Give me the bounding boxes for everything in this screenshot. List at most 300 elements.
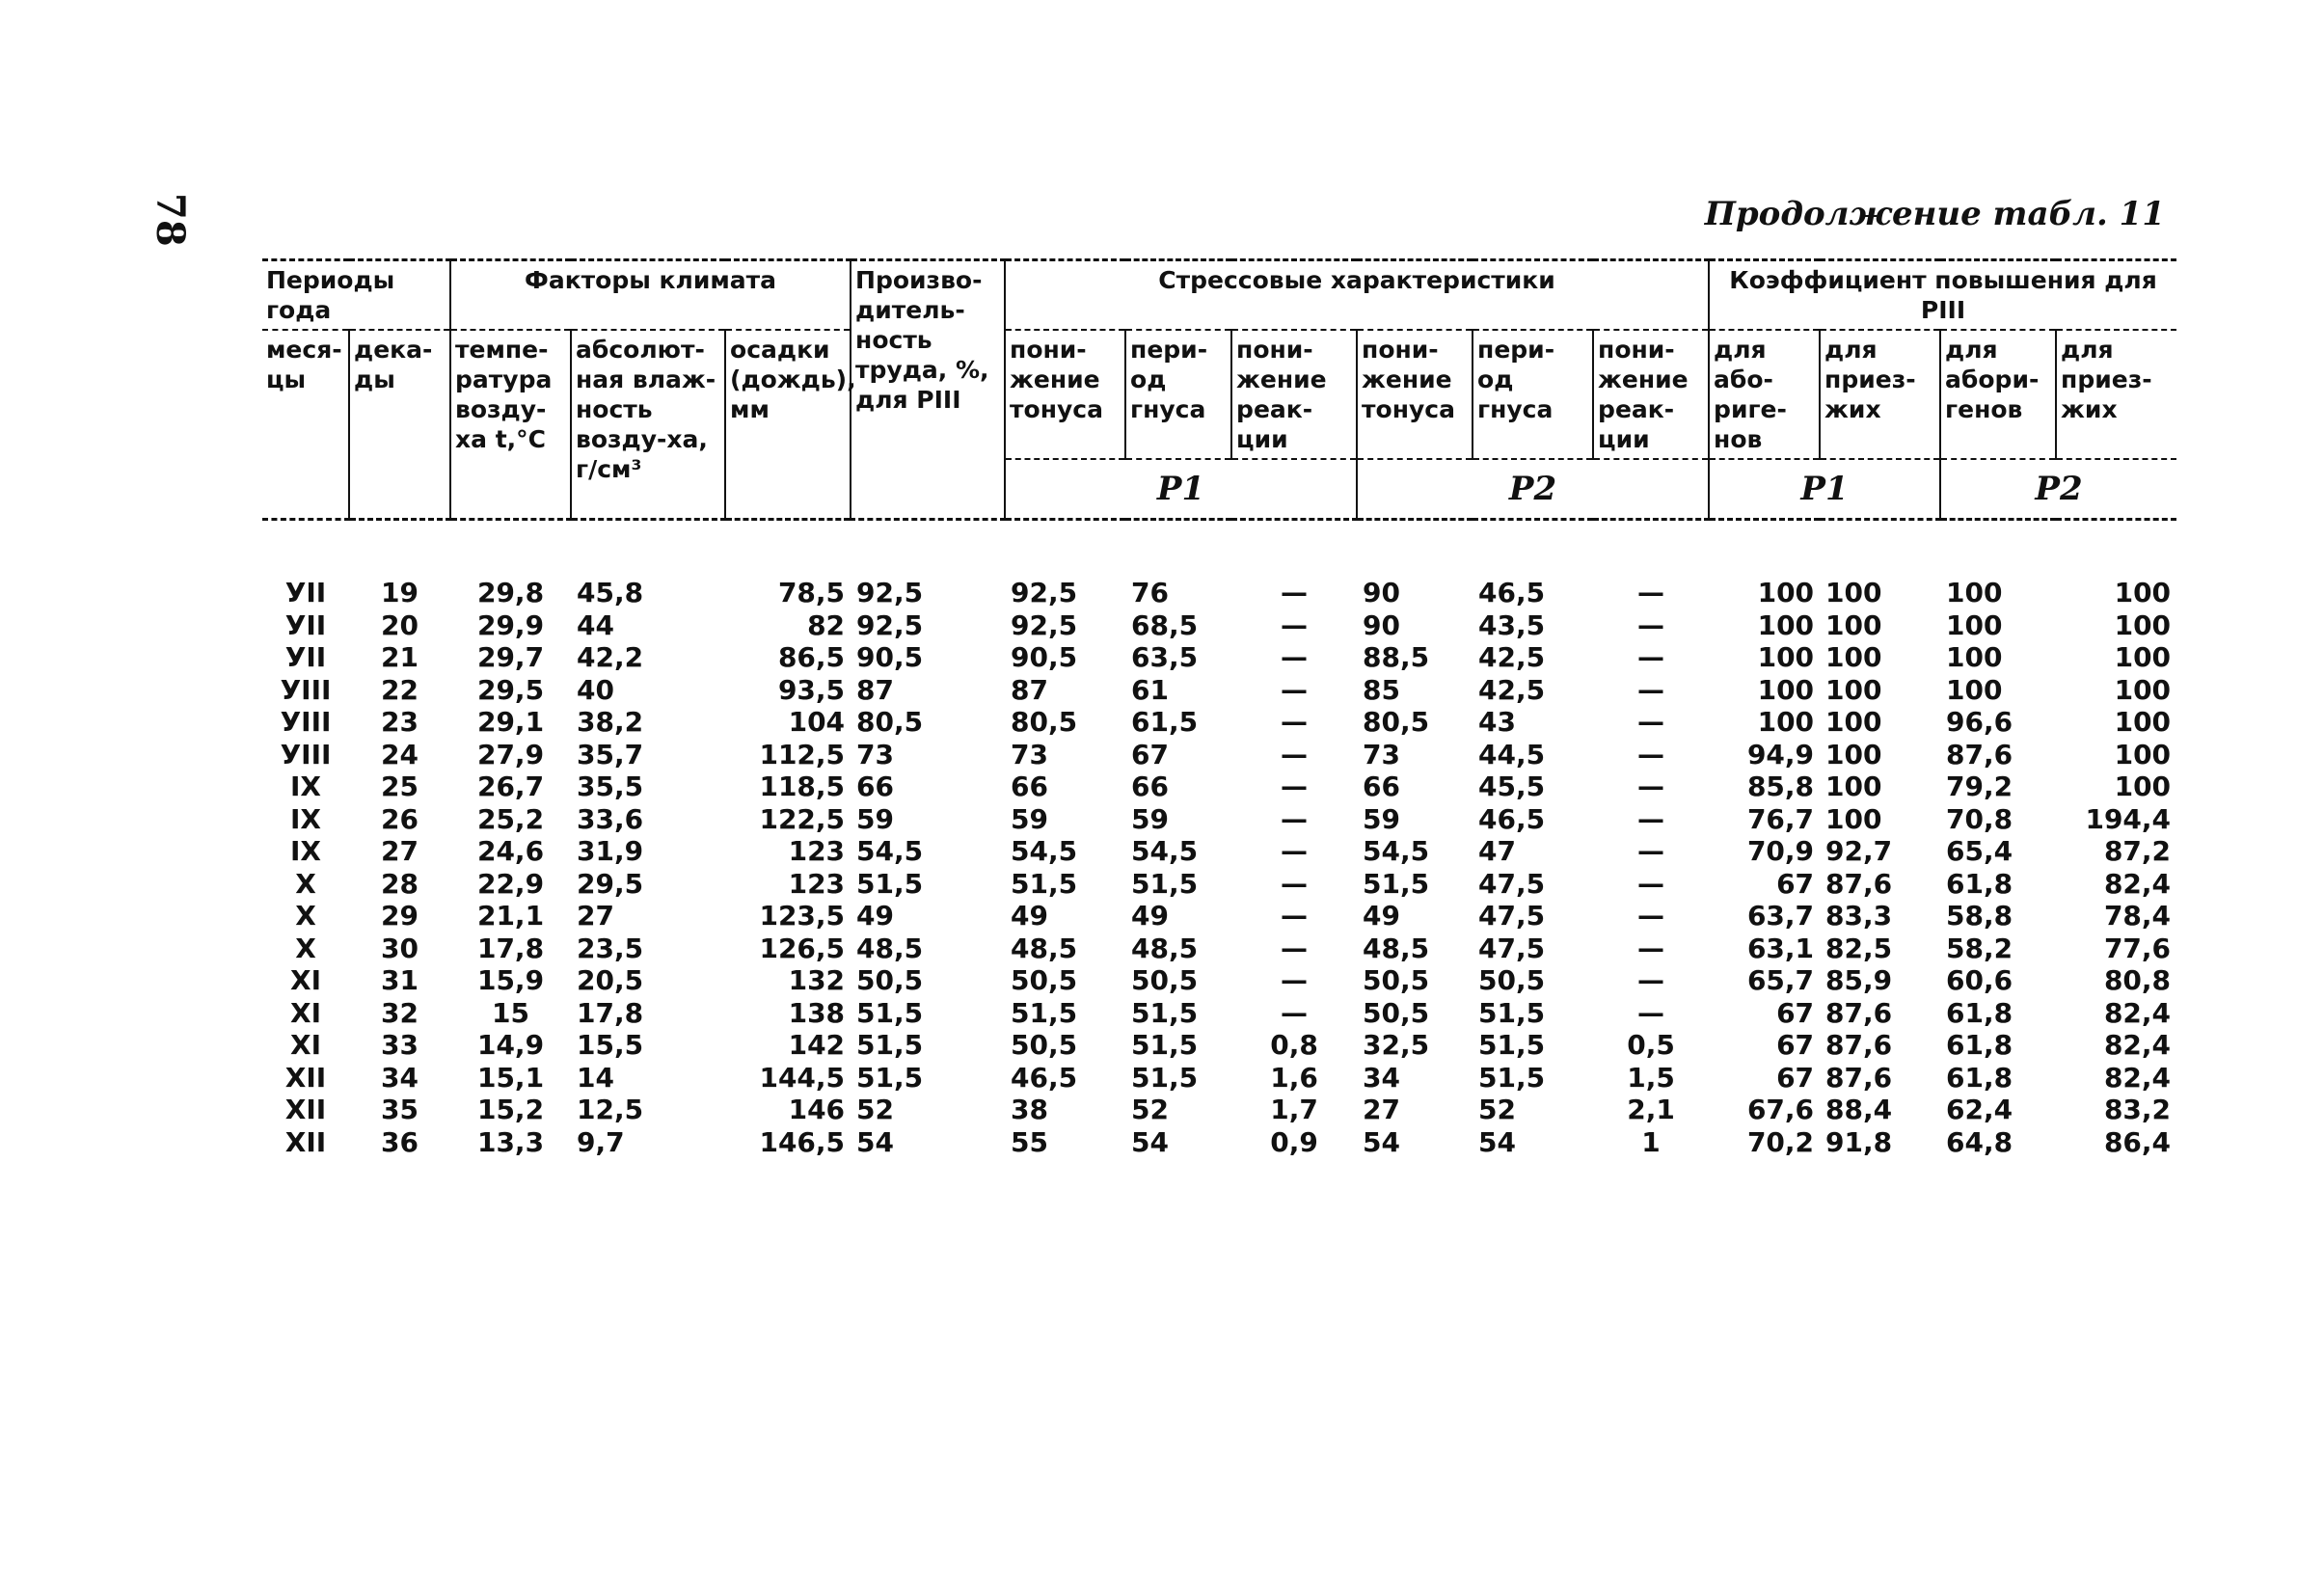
table-cell: — <box>1637 802 1665 835</box>
table-row <box>262 641 2176 674</box>
table-cell: 51,5 <box>1363 867 1430 900</box>
table-cell: УIII <box>280 673 332 706</box>
tone-decrease-header-2: пони-жение тонуса <box>1357 330 1473 459</box>
table-cell: 100 <box>1757 673 1815 706</box>
table-cell: 100 <box>1757 608 1815 641</box>
table-cell: 20 <box>381 608 419 641</box>
table-cell: 50,5 <box>1011 1029 1078 1061</box>
table-cell: 0,5 <box>1627 1029 1675 1061</box>
table-cell: 51,5 <box>856 867 924 900</box>
table-cell: — <box>1281 641 1309 673</box>
table-cell: 28 <box>381 867 419 900</box>
table-cell: 29,8 <box>476 577 545 608</box>
table-cell: 73 <box>1011 738 1049 770</box>
table-cell: 82,4 <box>2103 867 2172 900</box>
table-cell: 85 <box>1363 673 1401 706</box>
table-cell: 54,5 <box>1363 835 1430 867</box>
productivity-header: Произво-дитель-ность труда, %, для PIII <box>851 260 1005 520</box>
table-cell: IX <box>289 770 321 802</box>
table-cell: — <box>1281 770 1309 802</box>
table-cell: 17,8 <box>476 932 545 964</box>
table-cell: 80,5 <box>1011 706 1078 738</box>
table-cell: 126,5 <box>759 932 846 964</box>
table-cell: 87,6 <box>1946 738 2013 770</box>
table-cell: 87 <box>1011 673 1049 706</box>
table-row <box>262 803 2176 836</box>
table-cell: 40 <box>577 673 614 706</box>
table-cell: 51,5 <box>1478 1061 1546 1094</box>
table-cell: 70,2 <box>1746 1125 1815 1158</box>
table-cell: 54 <box>1363 1125 1401 1158</box>
table-cell: IX <box>289 802 321 835</box>
table-row <box>262 1126 2176 1159</box>
table-cell: — <box>1637 867 1665 900</box>
table-cell: — <box>1637 673 1665 706</box>
table-cell: 49 <box>1131 900 1170 932</box>
table-row <box>262 739 2176 771</box>
table-cell: 73 <box>856 738 895 770</box>
table-cell: 67 <box>1776 1061 1815 1094</box>
table-cell: — <box>1281 835 1309 867</box>
table-cell: 52 <box>856 1094 895 1125</box>
table-cell: 87 <box>856 673 895 706</box>
table-cell: 82 <box>807 608 846 641</box>
table-cell: 31,9 <box>577 835 644 867</box>
table-cell: 43 <box>1478 706 1517 738</box>
table-cell: 86,5 <box>777 641 846 673</box>
table-cell: 33 <box>381 1029 419 1061</box>
table-cell: 88,4 <box>1825 1094 1893 1125</box>
table-cell: 51,5 <box>1011 996 1078 1029</box>
table-cell: 54,5 <box>1011 835 1078 867</box>
table-cell: 66 <box>856 770 895 802</box>
table-row <box>262 770 2176 803</box>
table-cell: 70,9 <box>1746 835 1815 867</box>
table-cell: 100 <box>2114 608 2172 641</box>
table-cell: 77,6 <box>2103 932 2172 964</box>
table-cell: 59 <box>856 802 895 835</box>
table-cell: 100 <box>2114 738 2172 770</box>
table-cell: 29,5 <box>476 673 545 706</box>
table-cell: 43,5 <box>1478 608 1546 641</box>
table-cell: 27,9 <box>476 738 545 770</box>
table-cell: — <box>1281 738 1309 770</box>
table-cell: 112,5 <box>759 738 846 770</box>
table-cell: 51,5 <box>1131 1061 1199 1094</box>
p2-coef-label: P2 <box>1940 459 2176 520</box>
table-cell: 51,5 <box>1011 867 1078 900</box>
table-row <box>262 706 2176 739</box>
table-cell: 27 <box>577 900 614 932</box>
table-cell: 26,7 <box>476 770 545 802</box>
table-cell: 35,7 <box>577 738 644 770</box>
table-cell: 1,7 <box>1270 1094 1318 1125</box>
table-cell: 49 <box>1363 900 1401 932</box>
table-cell: 67 <box>1776 1029 1815 1061</box>
newcomers-header-1: для приез-жих <box>1820 330 1940 459</box>
table-cell: 78,5 <box>777 577 846 608</box>
table-cell: X <box>295 867 316 900</box>
table-cell: 19 <box>381 577 419 608</box>
table-cell: XI <box>289 996 321 1029</box>
table-cell: XII <box>284 1094 327 1125</box>
table-cell: 94,9 <box>1746 738 1815 770</box>
table-cell: УII <box>284 608 327 641</box>
table-row <box>262 964 2176 997</box>
table-cell: 22 <box>381 673 419 706</box>
table-cell: 100 <box>1825 673 1882 706</box>
table-cell: 32 <box>381 996 419 1029</box>
table-cell: 100 <box>1825 608 1882 641</box>
table-cell: 25,2 <box>476 802 545 835</box>
decades-header: дека-ды <box>349 330 450 520</box>
table-cell: 29,5 <box>577 867 644 900</box>
table-cell: 78,4 <box>2103 900 2172 932</box>
table-cell: 15,5 <box>577 1029 644 1061</box>
table-cell: 50,5 <box>1131 964 1199 996</box>
table-cell: 59 <box>1011 802 1049 835</box>
table-row <box>262 900 2176 933</box>
table-cell: — <box>1637 738 1665 770</box>
table-cell: 47,5 <box>1478 900 1546 932</box>
table-cell: 51,5 <box>1478 1029 1546 1061</box>
table-cell: 68,5 <box>1131 608 1199 641</box>
table-cell: 91,8 <box>1825 1125 1893 1158</box>
table-cell: УII <box>284 577 327 608</box>
table-cell: 80,5 <box>1363 706 1430 738</box>
table-cell: 100 <box>1825 706 1882 738</box>
table-row <box>262 674 2176 707</box>
table-cell: — <box>1637 932 1665 964</box>
table-cell: 123,5 <box>759 900 846 932</box>
table-cell: 100 <box>1946 577 2003 608</box>
table-cell: 51,5 <box>856 996 924 1029</box>
table-cell: 104 <box>788 706 846 738</box>
table-cell: 85,9 <box>1825 964 1893 996</box>
table-cell: 65,7 <box>1746 964 1815 996</box>
table-cell: 138 <box>788 996 846 1029</box>
reaction-decrease-header-2: пони-жение реак-ции <box>1593 330 1709 459</box>
table-cell: 1 <box>1641 1125 1661 1158</box>
table-cell: 15,2 <box>476 1094 545 1125</box>
table-cell: 100 <box>2114 673 2172 706</box>
table-cell: 61,5 <box>1131 706 1199 738</box>
temperature-header: темпе-ратура возду-ха t,°C <box>450 330 571 520</box>
table-cell: 51,5 <box>1131 996 1199 1029</box>
table-cell: — <box>1637 996 1665 1029</box>
table-cell: 42,2 <box>577 641 644 673</box>
table-cell: 44 <box>577 608 614 641</box>
table-cell: 51,5 <box>856 1029 924 1061</box>
table-cell: 52 <box>1478 1094 1517 1125</box>
table-cell: 45,5 <box>1478 770 1546 802</box>
gnus-period-header-2: пери-од гнуса <box>1473 330 1593 459</box>
table-cell: 63,7 <box>1746 900 1815 932</box>
table-cell: 65,4 <box>1946 835 2013 867</box>
table-cell: 51,5 <box>1478 996 1546 1029</box>
table-cell: 61,8 <box>1946 996 2013 1029</box>
table-cell: 48,5 <box>1131 932 1199 964</box>
table-cell: 59 <box>1131 802 1170 835</box>
table-cell: 54 <box>1478 1125 1517 1158</box>
table-cell: 100 <box>1946 608 2003 641</box>
table-row <box>262 868 2176 901</box>
table-cell: 42,5 <box>1478 673 1546 706</box>
table-cell: 90 <box>1363 608 1401 641</box>
table-cell: 26 <box>381 802 419 835</box>
table-cell: 58,8 <box>1946 900 2013 932</box>
table-cell: 17,8 <box>577 996 644 1029</box>
table-cell: 80,5 <box>856 706 924 738</box>
table-cell: 100 <box>1757 577 1815 608</box>
table-cell: 47,5 <box>1478 867 1546 900</box>
table-cell: 50,5 <box>1011 964 1078 996</box>
table-cell: 123 <box>788 867 846 900</box>
table-cell: 35 <box>381 1094 419 1125</box>
table-cell: — <box>1281 964 1309 996</box>
table-cell: 38 <box>1011 1094 1049 1125</box>
table-cell: 61 <box>1131 673 1170 706</box>
table-cell: 54 <box>856 1125 895 1158</box>
table-cell: 100 <box>2114 577 2172 608</box>
table-cell: 15,9 <box>476 964 545 996</box>
table-cell: 66 <box>1363 770 1401 802</box>
table-cell: 118,5 <box>759 770 846 802</box>
table-cell: 33,6 <box>577 802 644 835</box>
coefficient-header: Коэффициент повышения для PIII <box>1709 260 2176 331</box>
table-cell: 146,5 <box>759 1125 846 1158</box>
table-cell: 100 <box>2114 641 2172 673</box>
table-cell: — <box>1637 835 1665 867</box>
months-header: меся-цы <box>262 330 349 520</box>
table-cell: XI <box>289 964 321 996</box>
table-cell: — <box>1281 900 1309 932</box>
periods-header: Периоды года <box>262 260 450 331</box>
table-cell: 46,5 <box>1478 577 1546 608</box>
table-cell: 46,5 <box>1478 802 1546 835</box>
humidity-header: абсолют-ная влаж-ность возду-ха, г/см³ <box>571 330 725 520</box>
table-cell: 20,5 <box>577 964 644 996</box>
table-cell: 51,5 <box>1131 867 1199 900</box>
table-cell: — <box>1281 706 1309 738</box>
table-cell: 100 <box>1946 641 2003 673</box>
table-cell: 49 <box>856 900 895 932</box>
table-cell: 86,4 <box>2103 1125 2172 1158</box>
table-cell: 82,4 <box>2103 1061 2172 1094</box>
table-cell: 67 <box>1131 738 1170 770</box>
table-cell: XII <box>284 1125 327 1158</box>
table-cell: 142 <box>788 1029 846 1061</box>
table-cell: 87,6 <box>1825 996 1893 1029</box>
table-cell: 61,8 <box>1946 1061 2013 1094</box>
table-cell: 100 <box>2114 706 2172 738</box>
table-cell: IX <box>289 835 321 867</box>
table-cell: 36 <box>381 1125 419 1158</box>
table-cell: — <box>1637 577 1665 608</box>
table-continuation-caption: Продолжение табл. 11 <box>1704 195 2165 233</box>
table-cell: 61,8 <box>1946 1029 2013 1061</box>
table-row <box>262 835 2176 868</box>
table-cell: 100 <box>1757 706 1815 738</box>
table-cell: 100 <box>1946 673 2003 706</box>
table-cell: 47,5 <box>1478 932 1546 964</box>
table-cell: 92,5 <box>856 577 924 608</box>
table-cell: 54,5 <box>856 835 924 867</box>
p1-group-label: P1 <box>1005 459 1357 520</box>
table-body <box>262 520 2176 1159</box>
table-cell: 22,9 <box>476 867 545 900</box>
table-cell: УII <box>284 641 327 673</box>
table-cell: 1,5 <box>1627 1061 1675 1094</box>
table-cell: 48,5 <box>1011 932 1078 964</box>
table-cell: 76,7 <box>1746 802 1815 835</box>
table-cell: 45,8 <box>577 577 644 608</box>
table-cell: 29,9 <box>476 608 545 641</box>
table-cell: 67 <box>1776 867 1815 900</box>
table-cell: 15,1 <box>476 1061 545 1094</box>
table-cell: 58,2 <box>1946 932 2013 964</box>
p1-coef-label: P1 <box>1709 459 1940 520</box>
table-cell: 27 <box>1363 1094 1401 1125</box>
table-row <box>262 609 2176 642</box>
table-cell: 82,4 <box>2103 996 2172 1029</box>
table-cell: — <box>1281 802 1309 835</box>
table-cell: 13,3 <box>476 1125 545 1158</box>
table-cell: 66 <box>1131 770 1170 802</box>
table-cell: 38,2 <box>577 706 644 738</box>
table-cell: 47 <box>1478 835 1517 867</box>
table-cell: 50,5 <box>1363 996 1430 1029</box>
table-cell: 2,1 <box>1627 1094 1675 1125</box>
page-number: 78 <box>148 193 193 247</box>
table-cell: 79,2 <box>1946 770 2013 802</box>
table-cell: 24 <box>381 738 419 770</box>
table-cell: 146 <box>788 1094 846 1125</box>
table-cell: 83,3 <box>1825 900 1893 932</box>
table-cell: 60,6 <box>1946 964 2013 996</box>
table-cell: 87,6 <box>1825 1061 1893 1094</box>
table-cell: 46,5 <box>1011 1061 1078 1094</box>
table-cell: 88,5 <box>1363 641 1430 673</box>
table-cell: 35,5 <box>577 770 644 802</box>
table-cell: 31 <box>381 964 419 996</box>
gnus-period-header-1: пери-од гнуса <box>1125 330 1231 459</box>
table-cell: 32,5 <box>1363 1029 1430 1061</box>
table-cell: — <box>1637 706 1665 738</box>
table-cell: 14,9 <box>476 1029 545 1061</box>
reaction-decrease-header-1: пони-жение реак-ции <box>1231 330 1357 459</box>
table-cell: — <box>1281 608 1309 641</box>
table-row <box>262 1094 2176 1126</box>
table-row <box>262 1029 2176 1062</box>
table-cell: 92,5 <box>856 608 924 641</box>
table-cell: 87,6 <box>1825 1029 1893 1061</box>
table-cell: 80,8 <box>2103 964 2172 996</box>
table-cell: 73 <box>1363 738 1401 770</box>
table-cell: 67 <box>1776 996 1815 1029</box>
table-cell: — <box>1281 577 1309 608</box>
table-row <box>262 1062 2176 1095</box>
table-cell: 44,5 <box>1478 738 1546 770</box>
table-cell: 82,4 <box>2103 1029 2172 1061</box>
table-cell: X <box>295 932 316 964</box>
table-cell: — <box>1281 996 1309 1029</box>
table-cell: 123 <box>788 835 846 867</box>
table-cell: 24,6 <box>476 835 545 867</box>
stress-characteristics-header: Стрессовые характеристики <box>1005 260 1709 331</box>
table-cell: 51,5 <box>1131 1029 1199 1061</box>
table-cell: 85,8 <box>1746 770 1815 802</box>
table-cell: 12,5 <box>577 1094 644 1125</box>
table-cell: XI <box>289 1029 321 1061</box>
table-cell: 21,1 <box>476 900 545 932</box>
table-cell: 52 <box>1131 1094 1170 1125</box>
table-cell: 0,8 <box>1270 1029 1318 1061</box>
table-cell: УIII <box>280 738 332 770</box>
table-cell: 96,6 <box>1946 706 2013 738</box>
p2-group-label: P2 <box>1357 459 1709 520</box>
table-cell: УIII <box>280 706 332 738</box>
table-cell: 50,5 <box>1478 964 1546 996</box>
table-cell: 100 <box>2114 770 2172 802</box>
table-cell: 0,9 <box>1270 1125 1318 1158</box>
table-cell: — <box>1637 608 1665 641</box>
table-cell: 29,1 <box>476 706 545 738</box>
table-cell: 67,6 <box>1746 1094 1815 1125</box>
table-cell: 194,4 <box>2085 802 2172 835</box>
table-cell: 9,7 <box>577 1125 625 1158</box>
table-cell: X <box>295 900 316 932</box>
table-cell: 92,5 <box>1011 577 1078 608</box>
table-cell: 100 <box>1825 641 1882 673</box>
table-cell: — <box>1281 932 1309 964</box>
table-cell: 34 <box>381 1061 419 1094</box>
table-cell: 23,5 <box>577 932 644 964</box>
table-cell: — <box>1637 964 1665 996</box>
table-cell: 25 <box>381 770 419 802</box>
table-cell: 70,8 <box>1946 802 2013 835</box>
table-cell: 51,5 <box>856 1061 924 1094</box>
table-cell: 1,6 <box>1270 1061 1318 1094</box>
table-cell: 14 <box>577 1061 614 1094</box>
table-cell: 87,2 <box>2103 835 2172 867</box>
table-row <box>262 997 2176 1030</box>
table-cell: 87,6 <box>1825 867 1893 900</box>
precipitation-header: осадки (дождь), мм <box>725 330 851 520</box>
table-cell: 100 <box>1825 738 1882 770</box>
table-cell: 61,8 <box>1946 867 2013 900</box>
table-cell: 48,5 <box>1363 932 1430 964</box>
table-cell: 100 <box>1825 770 1882 802</box>
table-cell: — <box>1637 641 1665 673</box>
table-cell: 63,5 <box>1131 641 1199 673</box>
table-cell: — <box>1637 770 1665 802</box>
table-cell: 66 <box>1011 770 1049 802</box>
table-cell: 63,1 <box>1746 932 1815 964</box>
table-cell: 92,5 <box>1011 608 1078 641</box>
newcomers-header-2: для приез-жих <box>2056 330 2176 459</box>
table-cell: 92,7 <box>1825 835 1893 867</box>
table-cell: 82,5 <box>1825 932 1893 964</box>
table-cell: 132 <box>788 964 846 996</box>
tone-decrease-header-1: пони-жение тонуса <box>1005 330 1125 459</box>
table-row <box>262 577 2176 609</box>
table-cell: 50,5 <box>1363 964 1430 996</box>
table-cell: 50,5 <box>856 964 924 996</box>
table-cell: 49 <box>1011 900 1049 932</box>
table-cell: 76 <box>1131 577 1170 608</box>
table-cell: 144,5 <box>759 1061 846 1094</box>
